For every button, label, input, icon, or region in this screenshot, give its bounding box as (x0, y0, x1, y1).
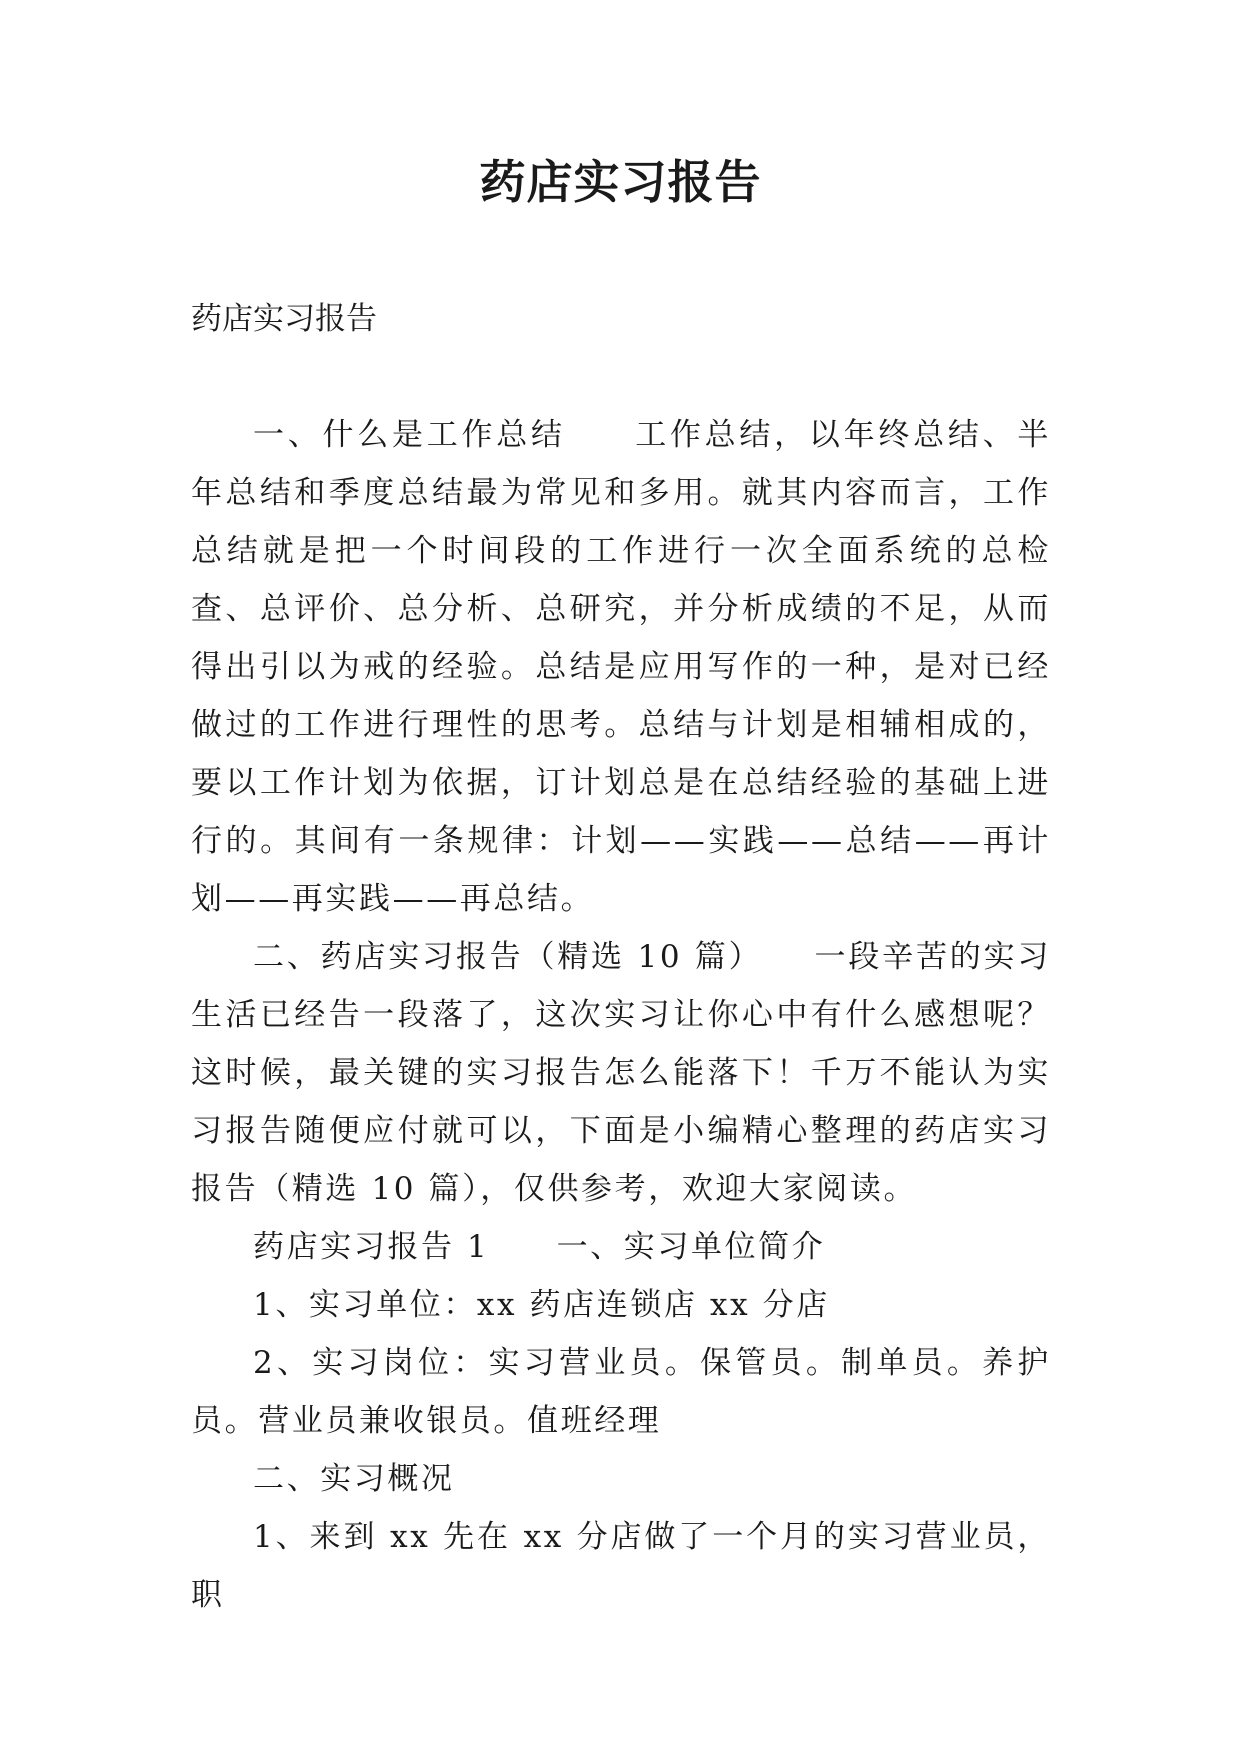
document-body (191, 290, 1051, 1624)
paragraph-report-1-heading: 药店实习报告 1 一、实习单位简介 (253, 1229, 826, 1265)
paragraph-internship-overview: 二、实习概况 (253, 1461, 455, 1497)
document-subtitle: 药店实习报告 (191, 301, 377, 337)
paragraph-internship-post: 2、实习岗位：实习营业员。保管员。制单员。养护员。营业员兼收银员。值班经理 (191, 1345, 1051, 1439)
document-title: 药店实习报告 (479, 155, 762, 209)
paragraph-overview-item-1: 1、来到 xx 先在 xx 分店做了一个月的实习营业员，职 (191, 1519, 1051, 1613)
blank-line (191, 348, 1051, 406)
paragraph-what-is-summary: 一、什么是工作总结 工作总结，以年终总结、半年总结和季度总结最为常见和多用。就其内容而言，工作总结就是把一个时间段的工作进行一次全面系统的总检查、总评价、总分析、总研究，并分析成绩的不足，从而得出引以为戒的经验。总结是应用写作的一种，是对已经做过的工作进行理性的思考。总结与计划是相辅相成的，要以工作计划为依据，订计划总是在总结经验的基础上进行的。其间有一条规律：计划——实践——总结——再计划——再实践——再总结。 (191, 417, 1051, 917)
paragraph-internship-unit: 1、实习单位：xx 药店连锁店 xx 分店 (253, 1287, 830, 1323)
paragraph-report-intro: 二、药店实习报告（精选 10 篇） 一段辛苦的实习生活已经告一段落了，这次实习让你心中有什么感想呢？这时候，最关键的实习报告怎么能落下！千万不能认为实习报告随便应付就可以，下面是小编精心整理的药店实习报告（精选 10 篇），仅供参考，欢迎大家阅读。 (191, 939, 1051, 1207)
